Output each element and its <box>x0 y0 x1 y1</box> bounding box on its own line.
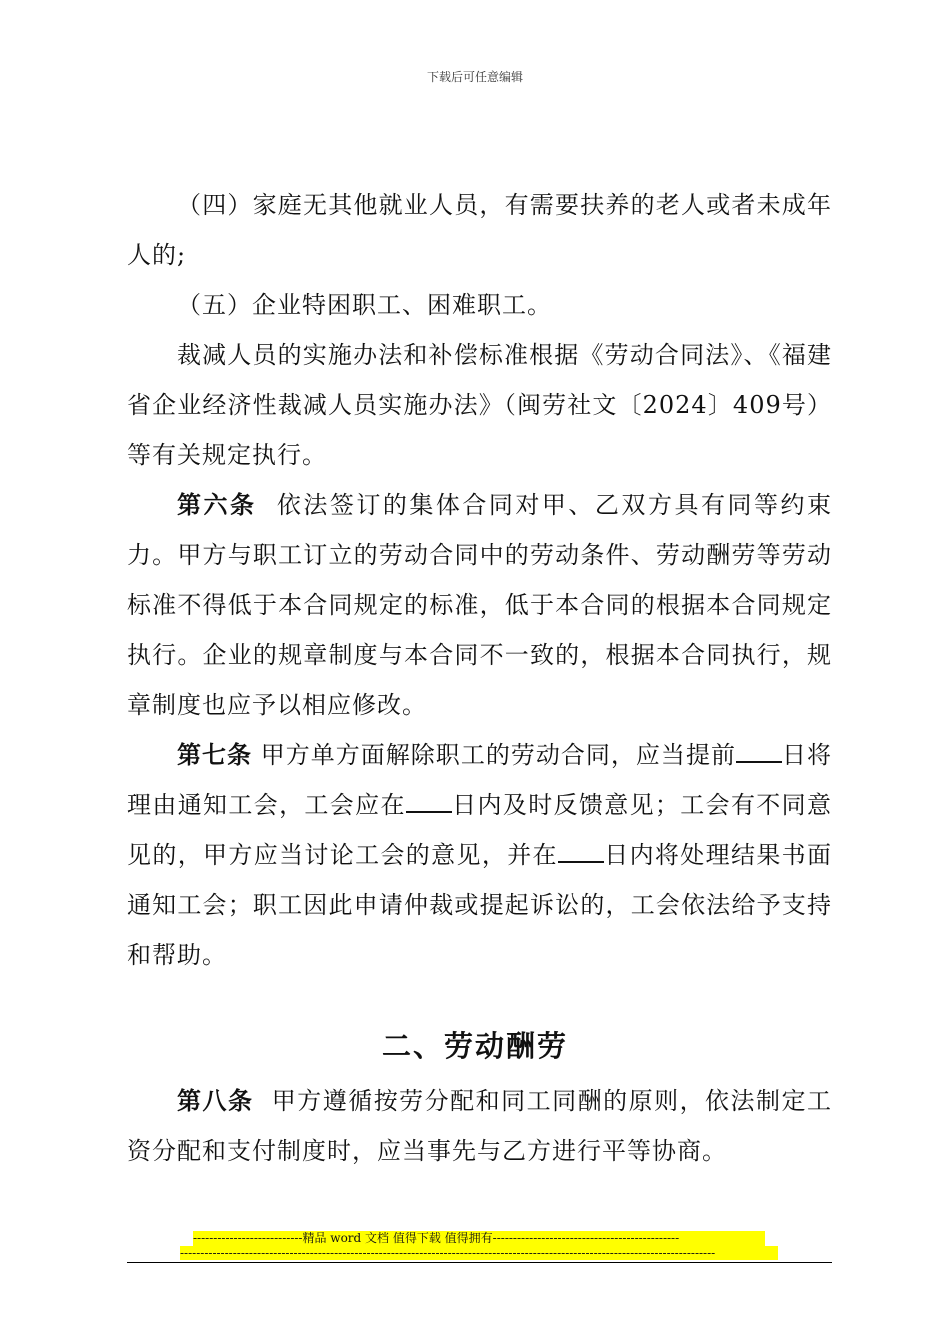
article-six-label: 第六条 <box>177 490 257 519</box>
footer-banner-line2: ------------------------------------------------------------------------------------------------------------------------------------ <box>180 1246 778 1260</box>
footer-banner-line1: ---------------------------精品 word 文档 值得下载 值得拥有---------------------------------------------- <box>193 1231 765 1246</box>
page-header: 下载后可任意编辑 <box>426 70 523 84</box>
document-body-upper <box>127 180 832 980</box>
article-six-spacer <box>257 491 277 519</box>
section-title: 二、劳动酬劳 <box>381 1029 568 1063</box>
article-six-text: 依法签订的集体合同对甲、乙双方具有同等约束力。甲方与职工订立的劳动合同中的劳动条件、劳动酬劳等劳动标准不得低于本合同规定的标准，低于本合同的根据本合同规定执行。企业的规章制度与本合同不一致的，根据本合同执行，规章制度也应予以相应修改。 <box>127 491 832 719</box>
article-seven-text-4: 日内将处理结果书面通知工会；职工因此申请仲裁或提起诉讼的，工会依法给予支持和帮助。 <box>127 841 833 969</box>
article-six-paragraph <box>127 480 832 730</box>
article-seven-text-1: 甲方单方面解除职工的劳动合同，应当提前 <box>260 741 736 769</box>
list-item-four: （四）家庭无其他就业人员，有需要扶养的老人或者未成年人的; <box>127 191 832 269</box>
document-body-lower <box>127 1076 832 1176</box>
blank-line-1 <box>736 739 782 763</box>
article-seven-text-2: 日将理由通知工会，工会应在 <box>127 741 833 819</box>
layoff-regulation-paragraph: 裁减人员的实施办法和补偿标准根据《劳动合同法》、《福建省企业经济性裁减人员实施办法》（闽劳社文〔2024〕409号）等有关规定执行。 <box>127 341 832 469</box>
article-seven-paragraph <box>127 730 832 980</box>
article-seven-label: 第七条 <box>177 740 253 769</box>
article-eight-text: 甲方遵循按劳分配和同工同酬的原则，依法制定工资分配和支付制度时，应当事先与乙方进行平等协商。 <box>127 1087 833 1165</box>
list-item-five: （五）企业特困职工、困难职工。 <box>177 291 552 319</box>
article-eight-spacer <box>253 1087 271 1115</box>
article-seven-spacer <box>252 741 261 769</box>
blank-line-3 <box>558 839 604 863</box>
blank-line-2 <box>406 789 452 813</box>
footer-divider <box>127 1262 832 1263</box>
article-eight-paragraph <box>127 1076 832 1176</box>
article-eight-label: 第八条 <box>177 1086 254 1115</box>
article-seven-text-3: 日内及时反馈意见；工会有不同意见的，甲方应当讨论工会的意见，并在 <box>127 791 833 869</box>
